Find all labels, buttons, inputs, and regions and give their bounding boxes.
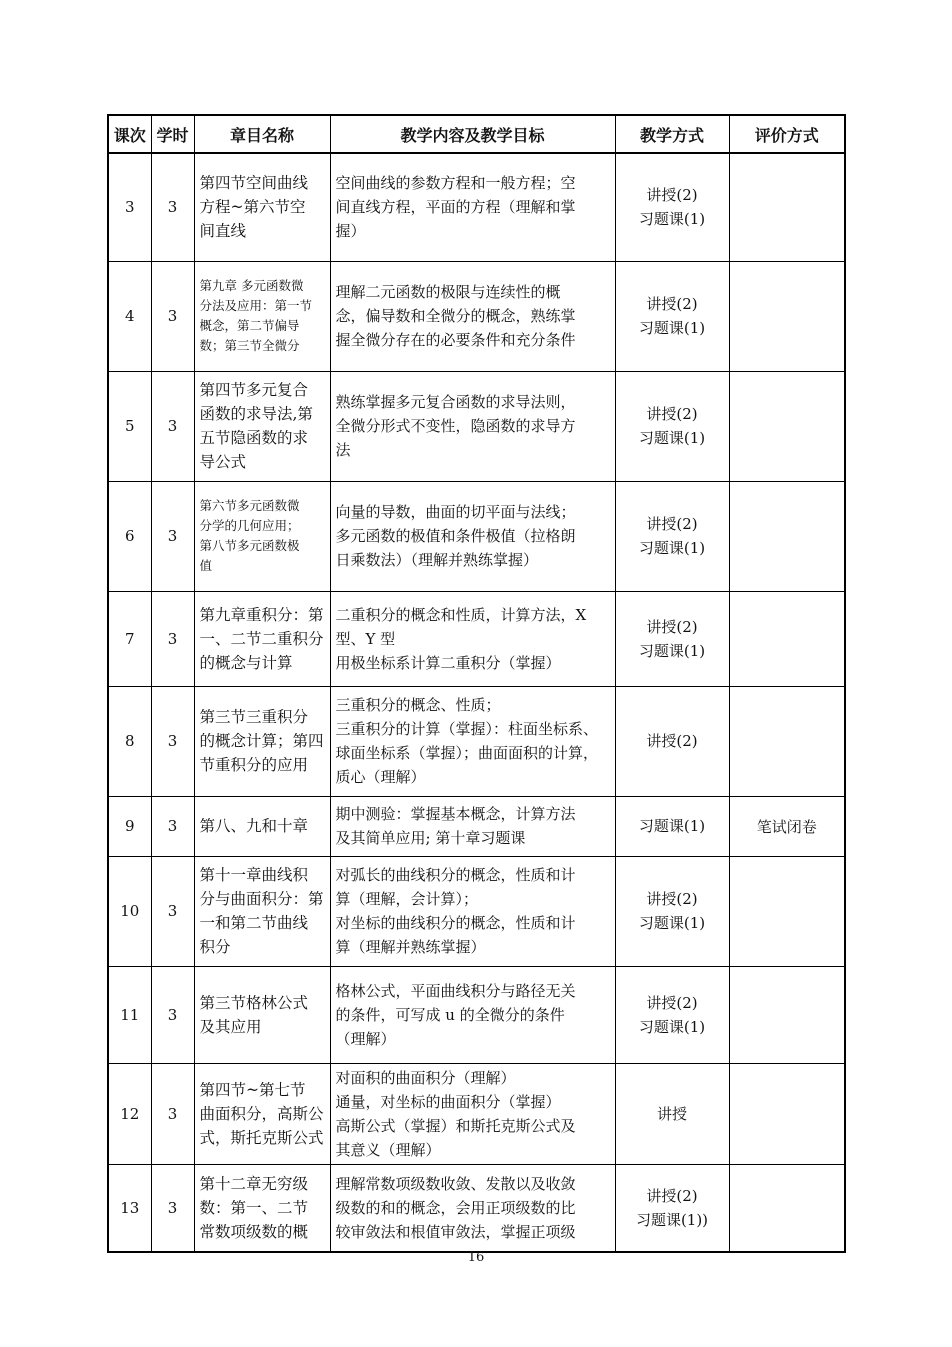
method-line: 讲授(2): [646, 993, 698, 1012]
chapter-line: 方程~第六节空: [199, 198, 306, 217]
table-row: [108, 1164, 845, 1252]
chapter-line: 常数项级数的概: [199, 1222, 309, 1241]
content-line: 理解常数项级数收敛、发散以及收敛: [335, 1174, 576, 1193]
hours-cell: 3: [151, 591, 194, 686]
chapter-cell: [194, 153, 330, 261]
chapter-line: 积分: [199, 938, 231, 956]
content-line: 全微分形式不变性，隐函数的求导方: [335, 417, 576, 435]
table-body: [108, 153, 845, 1252]
table-row: [108, 1063, 845, 1164]
table-row: [108, 966, 845, 1063]
evaluation-cell: 笔试闭卷: [729, 796, 845, 856]
hours-cell: 3: [151, 966, 194, 1063]
evaluation-cell: [729, 1164, 845, 1252]
chapter-line: 第三节三重积分: [199, 708, 309, 726]
hours-cell: 3: [151, 686, 194, 796]
table-row: [108, 796, 845, 856]
hours-cell: 3: [151, 1164, 194, 1252]
content-line: 对弧长的曲线积分的概念，性质和计: [335, 866, 576, 884]
chapter-line: 数；第三节全微分: [199, 338, 300, 353]
chapter-line: 节重积分的应用: [199, 756, 309, 774]
table-row: [108, 261, 845, 371]
content-cell: [330, 1164, 615, 1252]
content-line: 高斯公式（掌握）和斯托克斯公式及: [335, 1116, 576, 1135]
evaluation-cell: [729, 481, 845, 591]
method-cell: [615, 796, 729, 856]
chapter-line: 第四节~第七节: [199, 1080, 306, 1099]
content-line: 质心（理解）: [335, 768, 426, 786]
content-line: 格林公式，平面曲线积分与路径无关: [335, 981, 576, 1000]
content-cell: [330, 966, 615, 1063]
evaluation-cell: [729, 261, 845, 371]
chapter-line: 曲面积分，高斯公: [199, 1104, 324, 1123]
chapter-line: 第六节多元函数微: [199, 498, 300, 513]
hours-cell: 3: [151, 1063, 194, 1164]
content-line: 球面坐标系（掌握）；曲面面积的计算，: [335, 744, 599, 762]
method-cell: [615, 591, 729, 686]
method-line: 习题课(1): [638, 319, 706, 337]
method-cell: [615, 856, 729, 966]
method-line: 习题课(1): [638, 539, 706, 557]
content-line: 算（理解，会计算）；: [335, 890, 479, 908]
content-line: 握全微分存在的必要条件和充分条件: [335, 331, 576, 349]
chapter-line: 分学的几何应用；: [199, 518, 300, 533]
content-cell: [330, 856, 615, 966]
content-line: 理解二元函数的极限与连续性的概: [335, 283, 561, 301]
content-line: 握）: [335, 222, 366, 241]
chapter-cell: [194, 481, 330, 591]
chapter-line: 第九章 多元函数微: [199, 278, 304, 293]
chapter-cell: [194, 1164, 330, 1252]
content-cell: [330, 153, 615, 261]
content-line: 间直线方程，平面的方程（理解和掌: [335, 198, 576, 217]
table-row: [108, 856, 845, 966]
lesson-cell: 3: [108, 153, 151, 261]
method-line: 讲授(2): [646, 1186, 698, 1205]
content-line: （理解）: [335, 1029, 396, 1048]
chapter-cell: [194, 686, 330, 796]
method-line: 习题课(1): [638, 429, 706, 447]
chapter-line: 式，斯托克斯公式: [199, 1128, 324, 1147]
content-line: 日乘数法）（理解并熟练掌握）: [335, 551, 539, 569]
chapter-cell: [194, 796, 330, 856]
chapter-line: 第八、九和十章: [199, 817, 309, 835]
syllabus-table: [107, 114, 846, 1253]
method-cell: [615, 481, 729, 591]
content-cell: [330, 591, 615, 686]
content-line: 期中测验：掌握基本概念，计算方法: [335, 805, 576, 823]
chapter-line: 第四节多元复合: [199, 381, 309, 399]
method-cell: [615, 1063, 729, 1164]
chapter-cell: [194, 261, 330, 371]
method-line: 讲授(2): [646, 890, 698, 908]
hours-cell: 3: [151, 153, 194, 261]
content-line: 三重积分的概念、性质；: [335, 696, 501, 714]
content-line: 通量，对坐标的曲面积分（掌握）: [335, 1092, 561, 1111]
chapter-cell: [194, 591, 330, 686]
content-line: 多元函数的极值和条件极值（拉格朗: [335, 527, 576, 545]
content-line: 念，偏导数和全微分的概念，熟练掌: [335, 307, 576, 325]
content-line: 空间曲线的参数方程和一般方程；空: [335, 174, 576, 193]
header-chapter: 章目名称: [194, 115, 330, 153]
lesson-cell: 9: [108, 796, 151, 856]
chapter-line: 第八节多元函数极: [199, 538, 300, 553]
lesson-cell: 13: [108, 1164, 151, 1252]
method-line: 讲授(2): [646, 617, 698, 636]
lesson-cell: 12: [108, 1063, 151, 1164]
table-row: [108, 153, 845, 261]
chapter-line: 第四节空间曲线: [199, 174, 309, 193]
method-line: 习题课(1): [638, 210, 706, 229]
method-cell: [615, 966, 729, 1063]
content-cell: [330, 796, 615, 856]
chapter-line: 第三节格林公式: [199, 993, 309, 1012]
method-cell: [615, 153, 729, 261]
method-cell: [615, 686, 729, 796]
chapter-line: 间直线: [199, 222, 247, 241]
table-row: [108, 591, 845, 686]
chapter-line: 第十二章无穷级: [199, 1174, 309, 1193]
content-line: 三重积分的计算（掌握）：柱面坐标系、: [335, 720, 599, 738]
content-line: 熟练掌握多元复合函数的求导法则，: [335, 393, 576, 411]
evaluation-cell: [729, 966, 845, 1063]
table-row: [108, 686, 845, 796]
chapter-line: 函数的求导法,第: [199, 405, 313, 423]
chapter-line: 五节隐函数的求: [199, 429, 309, 447]
content-line: 型、Y 型: [335, 629, 396, 648]
method-line: 讲授(2): [646, 295, 698, 313]
content-line: 对面积的曲面积分（理解）: [335, 1068, 516, 1087]
lesson-cell: 6: [108, 481, 151, 591]
content-cell: [330, 371, 615, 481]
header-row: [108, 115, 845, 153]
content-line: 向量的导数，曲面的切平面与法线；: [335, 503, 576, 521]
chapter-cell: [194, 1063, 330, 1164]
hours-cell: 3: [151, 796, 194, 856]
chapter-cell: [194, 966, 330, 1063]
evaluation-cell: [729, 686, 845, 796]
chapter-line: 一和第二节曲线: [199, 914, 309, 932]
evaluation-cell: [729, 153, 845, 261]
content-line: 算（理解并熟练掌握）: [335, 938, 486, 956]
method-cell: [615, 371, 729, 481]
method-line: 习题课(1): [638, 914, 706, 932]
method-line: 讲授(2): [646, 732, 698, 750]
chapter-line: 一、二节二重积分: [199, 629, 324, 648]
lesson-cell: 4: [108, 261, 151, 371]
chapter-line: 概念，第二节偏导: [199, 318, 300, 333]
chapter-line: 数：第一、二节: [199, 1198, 309, 1217]
method-line: 讲授(2): [646, 405, 698, 423]
method-cell: [615, 261, 729, 371]
content-line: 二重积分的概念和性质，计算方法，X: [335, 605, 587, 624]
chapter-line: 及其应用: [199, 1017, 262, 1036]
content-line: 的条件，可写成 u 的全微分的条件: [335, 1005, 565, 1024]
evaluation-cell: [729, 856, 845, 966]
content-line: 及其简单应用; 第十章习题课: [335, 829, 526, 847]
lesson-cell: 8: [108, 686, 151, 796]
content-cell: [330, 261, 615, 371]
content-cell: [330, 686, 615, 796]
content-cell: [330, 481, 615, 591]
chapter-line: 第九章重积分：第: [199, 605, 324, 624]
method-line: 习题课(1): [638, 641, 706, 660]
content-line: 用极坐标系计算二重积分（掌握）: [335, 653, 561, 672]
content-line: 其意义（理解）: [335, 1140, 441, 1159]
chapter-line: 的概念计算；第四: [199, 732, 324, 750]
content-line: 法: [335, 441, 351, 459]
method-cell: [615, 1164, 729, 1252]
content-line: 较审敛法和根值审敛法，掌握正项级: [335, 1222, 576, 1241]
evaluation-cell: [729, 371, 845, 481]
method-line: 讲授: [656, 1104, 687, 1123]
table-row: [108, 371, 845, 481]
lesson-cell: 10: [108, 856, 151, 966]
table-row: [108, 481, 845, 591]
chapter-line: 分法及应用：第一节: [199, 298, 313, 313]
chapter-line: 分与曲面积分：第: [199, 890, 324, 908]
chapter-line: 的概念与计算: [199, 653, 293, 672]
lesson-cell: 7: [108, 591, 151, 686]
method-line: 讲授(2): [646, 186, 698, 205]
content-line: 级数的和的概念，会用正项级数的比: [335, 1198, 576, 1217]
chapter-cell: [194, 856, 330, 966]
header-evaluation: 评价方式: [729, 115, 845, 153]
header-content: 教学内容及教学目标: [330, 115, 615, 153]
chapter-line: 值: [199, 558, 213, 573]
method-line: 习题课(1)): [635, 1210, 709, 1229]
lesson-cell: 11: [108, 966, 151, 1063]
chapter-line: 第十一章曲线积: [199, 866, 309, 884]
lesson-cell: 5: [108, 371, 151, 481]
hours-cell: 3: [151, 856, 194, 966]
method-line: 习题课(1): [638, 817, 706, 835]
method-line: 习题课(1): [638, 1017, 706, 1036]
hours-cell: 3: [151, 371, 194, 481]
header-hours: 学时: [151, 115, 194, 153]
evaluation-cell: [729, 591, 845, 686]
evaluation-cell: [729, 1063, 845, 1164]
hours-cell: 3: [151, 481, 194, 591]
header-lesson: 课次: [108, 115, 151, 153]
chapter-line: 导公式: [199, 453, 247, 471]
content-cell: [330, 1063, 615, 1164]
hours-cell: 3: [151, 261, 194, 371]
content-line: 对坐标的曲线积分的概念，性质和计: [335, 914, 576, 932]
chapter-cell: [194, 371, 330, 481]
page-number: 16: [467, 1250, 485, 1265]
method-line: 讲授(2): [646, 515, 698, 533]
header-method: 教学方式: [615, 115, 729, 153]
